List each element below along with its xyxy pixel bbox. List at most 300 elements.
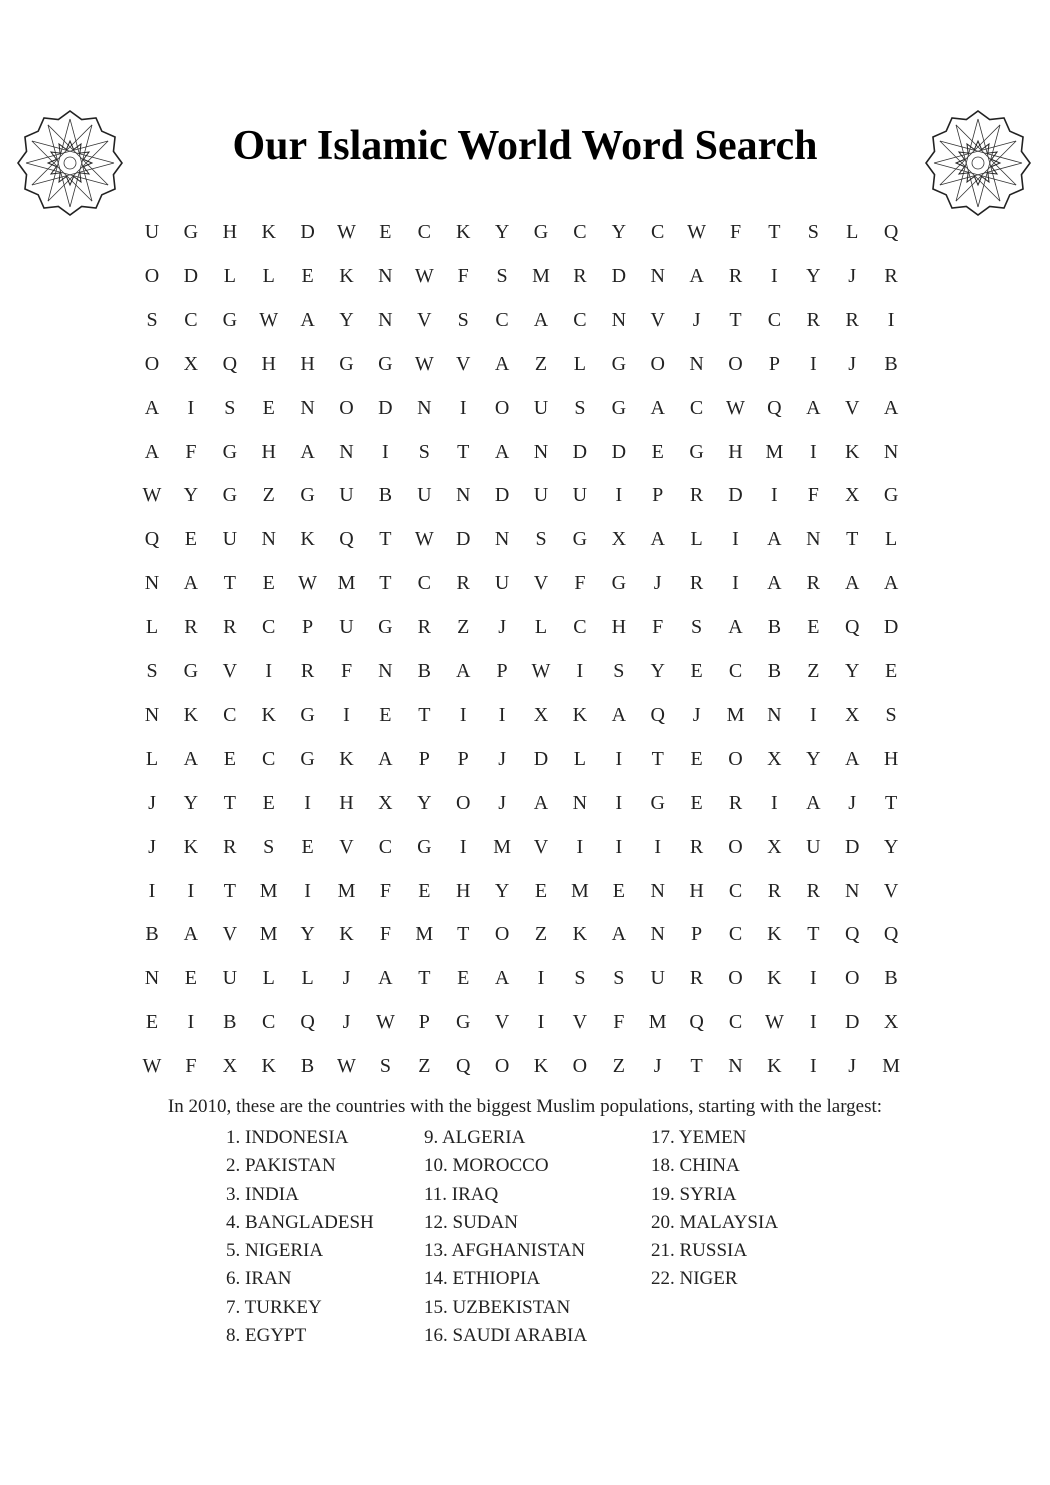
grid-cell[interactable]: I	[887, 308, 895, 331]
grid-cell[interactable]: W	[414, 264, 434, 287]
grid-cell[interactable]: W	[726, 396, 745, 419]
grid-cell[interactable]: Q	[300, 1011, 315, 1034]
grid-cell[interactable]: L	[846, 221, 859, 243]
grid-cell[interactable]: A	[494, 967, 510, 990]
grid-cell[interactable]: E	[690, 791, 703, 814]
grid-cell[interactable]: F	[340, 660, 353, 682]
grid-cell[interactable]: G	[572, 528, 588, 551]
grid-cell[interactable]: G	[222, 484, 238, 507]
grid-cell[interactable]: G	[378, 616, 393, 639]
grid-cell[interactable]: N	[533, 440, 549, 463]
grid-cell[interactable]: L	[573, 352, 586, 375]
grid-cell[interactable]: P	[768, 352, 780, 375]
grid-cell[interactable]: E	[651, 440, 664, 463]
grid-cell[interactable]: G	[455, 1011, 471, 1034]
grid-cell[interactable]: A	[183, 747, 199, 770]
grid-cell[interactable]: R	[689, 572, 704, 595]
grid-cell[interactable]: S	[613, 660, 625, 682]
grid-cell[interactable]: F	[652, 616, 664, 639]
grid-cell[interactable]: C	[767, 308, 782, 331]
grid-cell[interactable]: N	[300, 396, 315, 419]
grid-cell[interactable]: G	[183, 221, 199, 243]
grid-cell[interactable]: U	[144, 221, 160, 243]
grid-cell[interactable]: K	[339, 264, 354, 287]
grid-cell[interactable]: R	[728, 791, 743, 814]
grid-cell[interactable]: J	[498, 616, 506, 639]
grid-cell[interactable]: I	[771, 484, 778, 507]
grid-cell[interactable]: V	[533, 835, 549, 858]
grid-cell[interactable]: Y	[494, 221, 510, 243]
grid-cell[interactable]: P	[302, 616, 314, 639]
grid-cell[interactable]: K	[339, 747, 354, 770]
grid-cell[interactable]: F	[807, 484, 819, 507]
grid-cell[interactable]: Y	[611, 221, 627, 243]
grid-cell[interactable]: T	[768, 221, 781, 243]
grid-cell[interactable]: L	[145, 747, 159, 770]
grid-cell[interactable]: N	[144, 967, 160, 990]
grid-cell[interactable]: W	[337, 1055, 356, 1078]
grid-cell[interactable]: X	[844, 484, 860, 507]
grid-cell[interactable]: L	[534, 616, 548, 639]
grid-cell[interactable]: I	[615, 484, 623, 507]
grid-cell[interactable]: C	[417, 221, 431, 243]
grid-cell[interactable]: W	[298, 572, 318, 595]
grid-cell[interactable]: S	[613, 967, 625, 990]
grid-cell[interactable]: J	[342, 967, 351, 990]
grid-cell[interactable]: W	[375, 1011, 395, 1034]
grid-cell[interactable]: G	[222, 308, 238, 331]
grid-cell[interactable]: H	[339, 791, 354, 814]
grid-cell[interactable]: M	[570, 879, 589, 902]
grid-cell[interactable]: X	[533, 703, 549, 726]
grid-cell[interactable]: T	[223, 879, 236, 902]
grid-cell[interactable]: O	[728, 352, 743, 375]
grid-cell[interactable]: A	[611, 703, 627, 726]
grid-cell[interactable]: I	[459, 396, 467, 419]
grid-cell[interactable]: X	[611, 528, 627, 551]
grid-cell[interactable]: T	[223, 572, 236, 595]
grid-cell[interactable]: A	[183, 572, 199, 595]
grid-cell[interactable]: O	[728, 835, 743, 858]
grid-cell[interactable]: V	[572, 1011, 588, 1034]
grid-cell[interactable]: C	[417, 572, 431, 595]
grid-cell[interactable]: B	[767, 660, 782, 682]
grid-cell[interactable]: I	[459, 703, 467, 726]
grid-cell[interactable]: D	[611, 264, 627, 287]
grid-cell[interactable]: R	[806, 308, 820, 331]
grid-cell[interactable]: W	[142, 1055, 162, 1078]
grid-cell[interactable]: W	[414, 352, 434, 375]
grid-cell[interactable]: G	[300, 747, 315, 770]
grid-cell[interactable]: I	[809, 1055, 817, 1078]
grid-cell[interactable]: U	[572, 484, 588, 507]
grid-cell[interactable]: O	[572, 1055, 588, 1078]
grid-cell[interactable]: I	[809, 967, 817, 990]
grid-cell[interactable]: W	[687, 221, 707, 243]
grid-cell[interactable]: W	[764, 1011, 784, 1034]
grid-cell[interactable]: D	[844, 835, 860, 858]
grid-cell[interactable]: B	[378, 484, 393, 507]
grid-cell[interactable]: Z	[534, 352, 548, 375]
grid-cell[interactable]: N	[767, 703, 782, 726]
grid-cell[interactable]: O	[494, 923, 510, 946]
grid-cell[interactable]: H	[689, 879, 704, 902]
grid-cell[interactable]: Q	[844, 616, 860, 639]
grid-cell[interactable]: N	[339, 440, 354, 463]
grid-cell[interactable]: C	[573, 308, 587, 331]
grid-cell[interactable]: I	[537, 967, 545, 990]
grid-cell[interactable]: W	[337, 221, 356, 243]
grid-cell[interactable]: D	[494, 484, 510, 507]
grid-cell[interactable]: I	[615, 747, 623, 770]
grid-cell[interactable]: I	[498, 703, 506, 726]
grid-cell[interactable]: I	[732, 528, 739, 551]
grid-cell[interactable]: E	[301, 264, 314, 287]
grid-cell[interactable]: B	[884, 352, 898, 375]
grid-cell[interactable]: N	[806, 528, 821, 551]
grid-cell[interactable]: C	[184, 308, 198, 331]
grid-cell[interactable]: V	[494, 1011, 510, 1034]
grid-cell[interactable]: S	[379, 1055, 391, 1078]
grid-cell[interactable]: C	[573, 221, 587, 243]
grid-cell[interactable]: Q	[883, 221, 899, 243]
grid-cell[interactable]: E	[145, 1011, 159, 1034]
grid-cell[interactable]: C	[728, 660, 743, 682]
grid-cell[interactable]: E	[379, 703, 392, 726]
grid-cell[interactable]: N	[689, 352, 704, 375]
grid-cell[interactable]: S	[418, 440, 430, 463]
grid-cell[interactable]: T	[807, 923, 820, 946]
grid-cell[interactable]: T	[651, 747, 664, 770]
grid-cell[interactable]: J	[498, 791, 506, 814]
grid-cell[interactable]: K	[572, 923, 588, 946]
grid-cell[interactable]: I	[343, 703, 350, 726]
grid-cell[interactable]: Q	[883, 923, 899, 946]
grid-cell[interactable]: E	[184, 528, 197, 551]
grid-cell[interactable]: N	[611, 308, 627, 331]
grid-cell[interactable]: L	[262, 264, 275, 287]
grid-cell[interactable]: G	[417, 835, 432, 858]
grid-cell[interactable]: D	[455, 528, 471, 551]
grid-cell[interactable]: R	[689, 967, 704, 990]
grid-cell[interactable]: D	[611, 440, 627, 463]
grid-cell[interactable]: K	[183, 835, 199, 858]
grid-cell[interactable]: X	[844, 703, 860, 726]
grid-cell[interactable]: J	[848, 264, 857, 287]
grid-cell[interactable]: Y	[339, 308, 354, 331]
grid-cell[interactable]: T	[418, 703, 431, 726]
grid-cell[interactable]: N	[494, 528, 510, 551]
grid-cell[interactable]: M	[337, 572, 356, 595]
grid-cell[interactable]: X	[378, 791, 393, 814]
grid-cell[interactable]: H	[261, 352, 276, 375]
grid-cell[interactable]: M	[882, 1055, 900, 1078]
grid-cell[interactable]: B	[223, 1011, 237, 1034]
grid-cell[interactable]: T	[379, 528, 392, 551]
grid-cell[interactable]: E	[262, 396, 275, 419]
grid-cell[interactable]: K	[572, 703, 588, 726]
grid-cell[interactable]: K	[261, 221, 276, 243]
grid-cell[interactable]: G	[183, 660, 199, 682]
grid-cell[interactable]: I	[809, 352, 817, 375]
grid-cell[interactable]: E	[884, 660, 898, 682]
grid-cell[interactable]: A	[650, 528, 665, 551]
grid-cell[interactable]: C	[378, 835, 393, 858]
grid-cell[interactable]: D	[572, 440, 588, 463]
grid-cell[interactable]: E	[301, 835, 314, 858]
grid-cell[interactable]: G	[611, 572, 627, 595]
grid-cell[interactable]: T	[457, 440, 470, 463]
grid-cell[interactable]: S	[457, 308, 469, 331]
grid-cell[interactable]: O	[339, 396, 354, 419]
grid-cell[interactable]: P	[496, 660, 508, 682]
grid-cell[interactable]: S	[146, 308, 158, 331]
grid-cell[interactable]: F	[185, 440, 197, 463]
grid-cell[interactable]: U	[417, 484, 432, 507]
grid-cell[interactable]: Z	[534, 923, 548, 946]
grid-cell[interactable]: A	[689, 264, 704, 287]
grid-cell[interactable]: P	[418, 747, 430, 770]
grid-cell[interactable]: G	[378, 352, 393, 375]
grid-cell[interactable]: U	[806, 835, 821, 858]
grid-cell[interactable]: R	[689, 835, 704, 858]
grid-cell[interactable]: U	[222, 528, 238, 551]
grid-cell[interactable]: Q	[844, 923, 860, 946]
grid-cell[interactable]: V	[883, 879, 899, 902]
grid-cell[interactable]: C	[223, 703, 237, 726]
grid-cell[interactable]: Q	[339, 528, 354, 551]
grid-cell[interactable]: K	[844, 440, 860, 463]
grid-cell[interactable]: Y	[806, 264, 821, 287]
grid-cell[interactable]: R	[417, 616, 431, 639]
grid-cell[interactable]: O	[844, 967, 860, 990]
grid-cell[interactable]: K	[533, 1055, 549, 1078]
grid-cell[interactable]: K	[339, 923, 354, 946]
grid-cell[interactable]: S	[263, 835, 275, 858]
grid-cell[interactable]: T	[846, 528, 859, 551]
grid-cell[interactable]: V	[222, 923, 238, 946]
grid-cell[interactable]: A	[144, 440, 160, 463]
grid-cell[interactable]: B	[767, 616, 782, 639]
grid-cell[interactable]: S	[574, 396, 586, 419]
grid-cell[interactable]: V	[339, 835, 354, 858]
grid-cell[interactable]: A	[883, 572, 899, 595]
grid-cell[interactable]: M	[337, 879, 356, 902]
grid-cell[interactable]: X	[767, 747, 782, 770]
grid-cell[interactable]: O	[455, 791, 471, 814]
grid-cell[interactable]: A	[533, 308, 549, 331]
grid-cell[interactable]: E	[418, 879, 431, 902]
grid-cell[interactable]: G	[533, 221, 549, 243]
grid-cell[interactable]: I	[615, 835, 623, 858]
grid-cell[interactable]: C	[262, 747, 276, 770]
grid-cell[interactable]: E	[690, 660, 703, 682]
grid-cell[interactable]: J	[848, 352, 857, 375]
grid-cell[interactable]: N	[144, 572, 160, 595]
grid-cell[interactable]: Q	[650, 703, 665, 726]
grid-cell[interactable]: M	[259, 879, 278, 902]
grid-cell[interactable]: F	[574, 572, 586, 595]
grid-cell[interactable]: A	[494, 352, 510, 375]
grid-cell[interactable]: X	[183, 352, 199, 375]
grid-cell[interactable]: U	[339, 616, 354, 639]
grid-cell[interactable]: P	[652, 484, 664, 507]
grid-cell[interactable]: O	[728, 967, 743, 990]
grid-cell[interactable]: I	[732, 572, 739, 595]
grid-cell[interactable]: R	[767, 879, 782, 902]
grid-cell[interactable]: T	[223, 791, 236, 814]
grid-cell[interactable]: Z	[418, 1055, 431, 1078]
grid-cell[interactable]: S	[691, 616, 703, 639]
grid-cell[interactable]: X	[883, 1011, 899, 1034]
grid-cell[interactable]: M	[532, 264, 550, 287]
grid-cell[interactable]: A	[767, 572, 782, 595]
grid-cell[interactable]: J	[692, 308, 701, 331]
grid-cell[interactable]: K	[767, 923, 782, 946]
grid-cell[interactable]: K	[767, 1055, 782, 1078]
grid-cell[interactable]: U	[339, 484, 354, 507]
grid-cell[interactable]: G	[300, 703, 315, 726]
grid-cell[interactable]: I	[809, 703, 817, 726]
grid-cell[interactable]: M	[493, 835, 511, 858]
grid-cell[interactable]: R	[806, 879, 820, 902]
grid-cell[interactable]: E	[534, 879, 548, 902]
grid-cell[interactable]: D	[533, 747, 549, 770]
grid-cell[interactable]: D	[300, 221, 315, 243]
grid-cell[interactable]: H	[300, 352, 315, 375]
grid-cell[interactable]: B	[884, 967, 898, 990]
grid-cell[interactable]: Q	[144, 528, 160, 551]
grid-cell[interactable]: J	[692, 703, 701, 726]
grid-cell[interactable]: K	[261, 1055, 276, 1078]
grid-cell[interactable]: N	[417, 396, 432, 419]
grid-cell[interactable]: T	[457, 923, 470, 946]
grid-cell[interactable]: I	[576, 835, 584, 858]
grid-cell[interactable]: F	[379, 923, 391, 946]
grid-cell[interactable]: F	[457, 264, 469, 287]
grid-cell[interactable]: G	[650, 791, 665, 814]
grid-cell[interactable]: J	[498, 747, 506, 770]
grid-cell[interactable]: I	[265, 660, 273, 682]
grid-cell[interactable]: E	[807, 616, 820, 639]
grid-cell[interactable]: I	[771, 264, 778, 287]
grid-cell[interactable]: R	[184, 616, 198, 639]
grid-cell[interactable]: V	[417, 308, 432, 331]
grid-cell[interactable]: G	[883, 484, 899, 507]
grid-cell[interactable]: S	[224, 396, 236, 419]
grid-cell[interactable]: Y	[300, 923, 315, 946]
grid-cell[interactable]: A	[728, 616, 743, 639]
grid-cell[interactable]: T	[690, 1055, 703, 1078]
grid-cell[interactable]: S	[807, 221, 819, 243]
grid-cell[interactable]: X	[767, 835, 782, 858]
grid-cell[interactable]: G	[689, 440, 704, 463]
grid-cell[interactable]: A	[806, 791, 821, 814]
grid-cell[interactable]: G	[222, 440, 238, 463]
grid-cell[interactable]: A	[378, 967, 393, 990]
grid-cell[interactable]: R	[456, 572, 470, 595]
grid-cell[interactable]: Y	[650, 660, 665, 682]
grid-cell[interactable]: O	[650, 352, 665, 375]
grid-cell[interactable]: Y	[844, 660, 860, 682]
grid-cell[interactable]: I	[809, 1011, 817, 1034]
grid-cell[interactable]: W	[142, 484, 162, 507]
grid-cell[interactable]: G	[611, 352, 627, 375]
grid-cell[interactable]: M	[415, 923, 434, 946]
grid-cell[interactable]: I	[771, 791, 778, 814]
grid-cell[interactable]: W	[531, 660, 551, 682]
grid-cell[interactable]: Y	[494, 879, 510, 902]
grid-cell[interactable]: R	[689, 484, 704, 507]
grid-cell[interactable]: T	[379, 572, 392, 595]
grid-cell[interactable]: Q	[222, 352, 238, 375]
grid-cell[interactable]: J	[653, 572, 662, 595]
grid-cell[interactable]: V	[222, 660, 238, 682]
grid-cell[interactable]: R	[728, 264, 743, 287]
grid-cell[interactable]: Z	[457, 616, 470, 639]
grid-cell[interactable]: U	[533, 484, 549, 507]
grid-cell[interactable]: E	[184, 967, 197, 990]
grid-cell[interactable]: N	[261, 528, 276, 551]
grid-cell[interactable]: A	[300, 308, 315, 331]
grid-cell[interactable]: D	[183, 264, 199, 287]
grid-cell[interactable]: N	[844, 879, 860, 902]
grid-cell[interactable]: C	[495, 308, 509, 331]
grid-cell[interactable]: R	[806, 572, 820, 595]
grid-cell[interactable]: N	[455, 484, 471, 507]
grid-cell[interactable]: B	[145, 923, 159, 946]
grid-cell[interactable]: E	[262, 791, 275, 814]
grid-cell[interactable]: D	[883, 616, 899, 639]
grid-cell[interactable]: I	[187, 396, 195, 419]
grid-cell[interactable]: E	[612, 879, 625, 902]
grid-cell[interactable]: Y	[183, 791, 199, 814]
grid-cell[interactable]: L	[262, 967, 275, 990]
grid-cell[interactable]: L	[690, 528, 703, 551]
grid-cell[interactable]: I	[615, 791, 623, 814]
grid-cell[interactable]: P	[457, 747, 469, 770]
grid-cell[interactable]: A	[533, 791, 549, 814]
grid-cell[interactable]: T	[729, 308, 742, 331]
grid-cell[interactable]: N	[650, 879, 665, 902]
grid-cell[interactable]: B	[417, 660, 431, 682]
grid-cell[interactable]: A	[300, 440, 315, 463]
grid-cell[interactable]: M	[259, 923, 278, 946]
grid-cell[interactable]: A	[183, 923, 199, 946]
grid-cell[interactable]: F	[729, 221, 742, 243]
grid-cell[interactable]: G	[339, 352, 354, 375]
grid-cell[interactable]: M	[726, 703, 745, 726]
grid-cell[interactable]: K	[183, 703, 199, 726]
grid-cell[interactable]: Y	[883, 835, 899, 858]
grid-cell[interactable]: J	[148, 835, 156, 858]
grid-cell[interactable]: K	[300, 528, 315, 551]
grid-cell[interactable]: S	[885, 703, 897, 726]
grid-cell[interactable]: I	[304, 879, 311, 902]
grid-cell[interactable]: D	[844, 1011, 860, 1034]
grid-cell[interactable]: N	[378, 264, 393, 287]
grid-cell[interactable]: H	[728, 440, 743, 463]
grid-cell[interactable]: F	[379, 879, 391, 902]
grid-cell[interactable]: L	[884, 528, 898, 551]
grid-cell[interactable]: O	[494, 396, 510, 419]
grid-cell[interactable]: R	[845, 308, 859, 331]
grid-cell[interactable]: B	[300, 1055, 315, 1078]
grid-cell[interactable]: I	[576, 660, 584, 682]
grid-cell[interactable]: J	[848, 1055, 857, 1078]
grid-cell[interactable]: D	[728, 484, 743, 507]
grid-cell[interactable]: I	[148, 879, 156, 902]
